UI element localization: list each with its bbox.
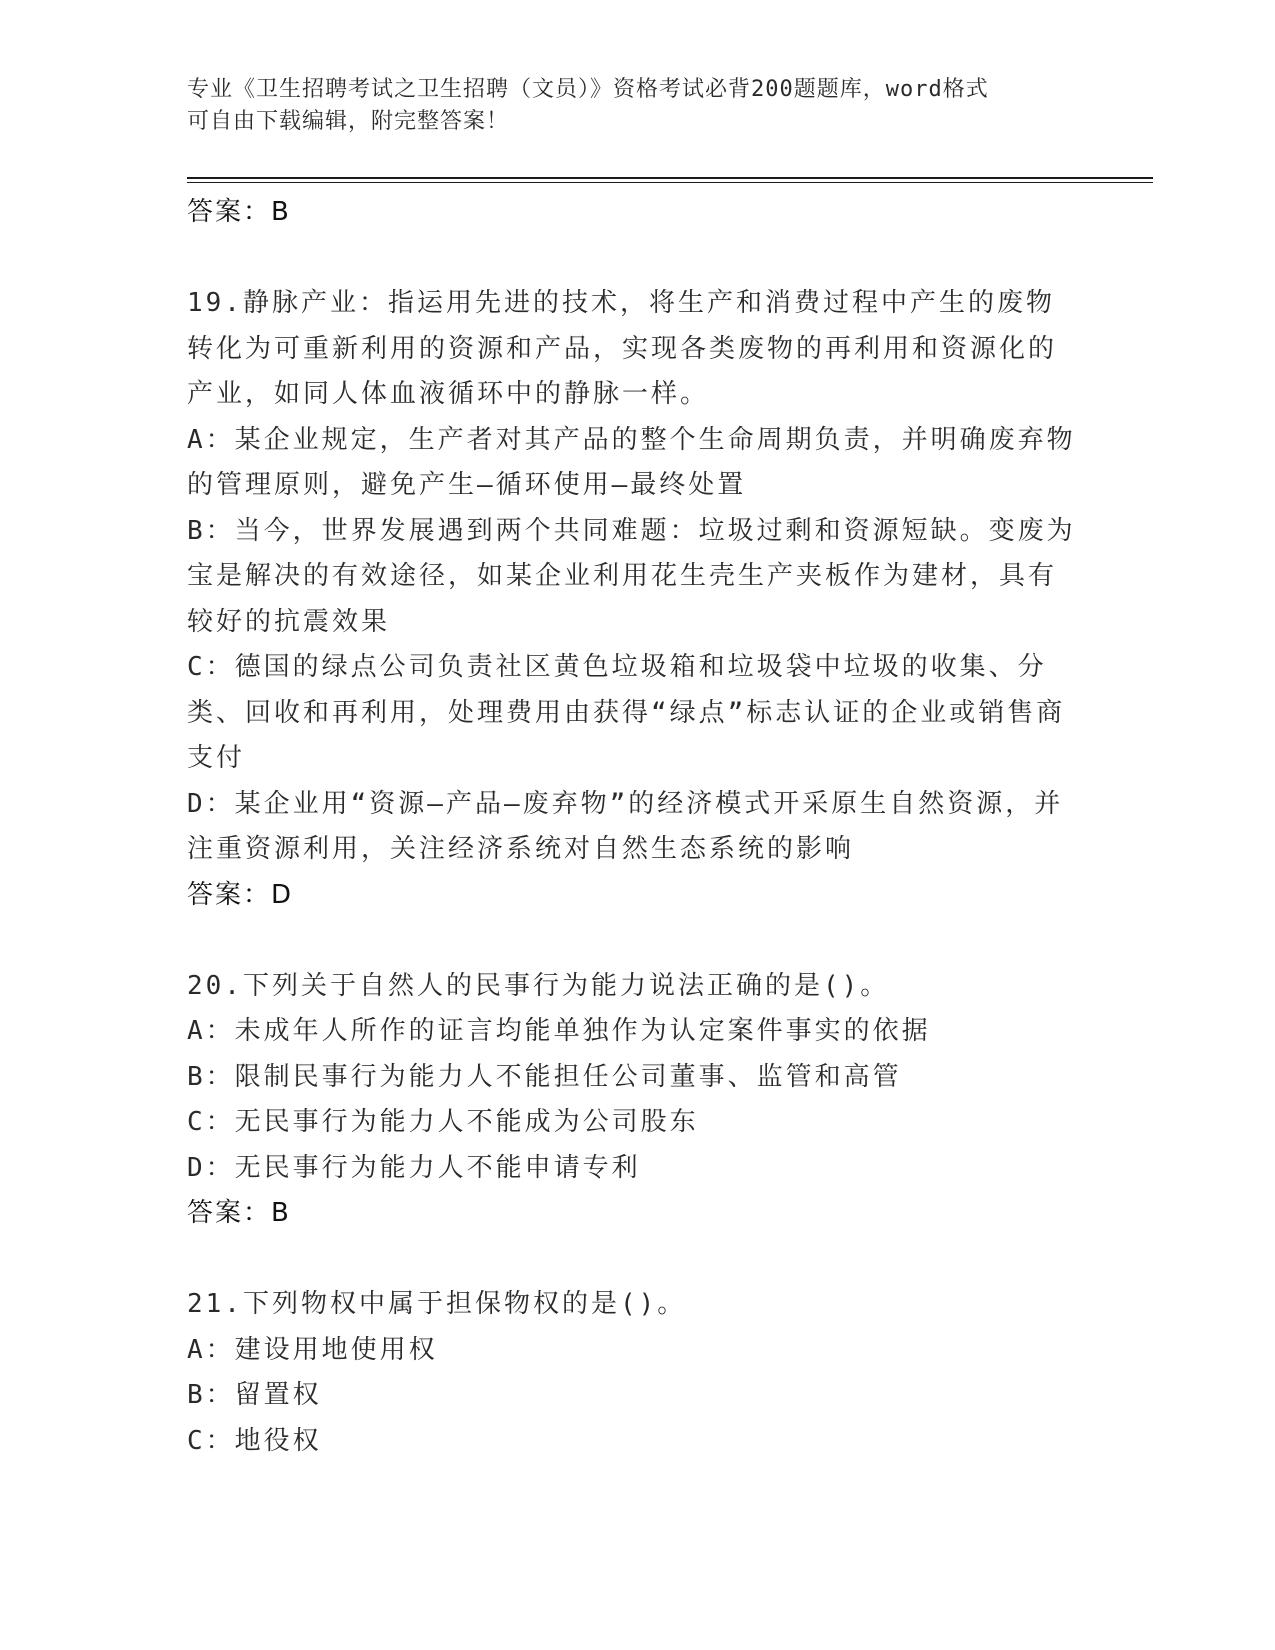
header-rule-thin (187, 182, 1153, 183)
header-line-2: 可自由下载编辑，附完整答案！ (187, 109, 510, 134)
header-rule-thick (187, 177, 1153, 179)
question-20-option-a: A：未成年人所作的证言均能单独作为认定案件事实的依据 (187, 1016, 931, 1046)
question-21 (187, 1282, 1077, 1464)
question-19-option-c: C：德国的绿点公司负责社区黄色垃圾箱和垃圾袋中垃圾的收集、分类、回收和再利用，处理费用由获得“绿点”标志认证的企业或销售商支付 (187, 652, 1066, 773)
question-19 (187, 281, 1077, 917)
question-21-option-a: A：建设用地使用权 (187, 1334, 438, 1365)
spacer (187, 917, 1077, 964)
question-20-option-b: B：限制民事行为能力人不能担任公司董事、监管和高管 (187, 1061, 902, 1092)
question-20 (187, 964, 1077, 1236)
question-19-option-d: D：某企业用“资源—产品—废弃物”的经济模式开采原生自然资源，并注重资源利用，关注经济系统对自然生态系统的影响 (187, 788, 1064, 864)
question-20-option-d: D：无民事行为能力人不能申请专利 (187, 1152, 641, 1183)
question-21-stem: 21.下列物权中属于担保物权的是()。 (187, 1289, 687, 1319)
question-21-option-c: C：地役权 (187, 1425, 322, 1456)
question-21-option-b: B：留置权 (187, 1380, 322, 1410)
spacer (187, 1235, 1077, 1282)
spacer (187, 234, 1077, 281)
question-20-answer: 答案：B (187, 1198, 291, 1228)
question-19-answer: 答案：D (187, 879, 294, 910)
page-header (187, 74, 1087, 138)
question-20-stem: 20.下列关于自然人的民事行为能力说法正确的是()。 (187, 970, 890, 1001)
question-20-option-c: C：无民事行为能力人不能成为公司股东 (187, 1107, 699, 1137)
header-line-1: 专业《卫生招聘考试之卫生招聘（文员）》资格考试必背200题题库，word格式 (187, 77, 989, 102)
document-body (187, 190, 1077, 1464)
question-19-option-a: A：某企业规定，生产者对其产品的整个生命周期负责，并明确废弃物的管理原则，避免产生—循环使用—最终处置 (187, 424, 1076, 500)
question-19-option-b: B：当今，世界发展遇到两个共同难题：垃圾过剩和资源短缺。变废为宝是解决的有效途径，如某企业利用花生壳生产夹板作为建材，具有较好的抗震效果 (187, 515, 1076, 637)
question-19-stem: 19.静脉产业：指运用先进的技术，将生产和消费过程中产生的废物转化为可重新利用的资源和产品，实现各类废物的再利用和资源化的产业，如同人体血液循环中的静脉一样。 (187, 288, 1058, 409)
answer-previous: 答案：B (187, 197, 291, 227)
